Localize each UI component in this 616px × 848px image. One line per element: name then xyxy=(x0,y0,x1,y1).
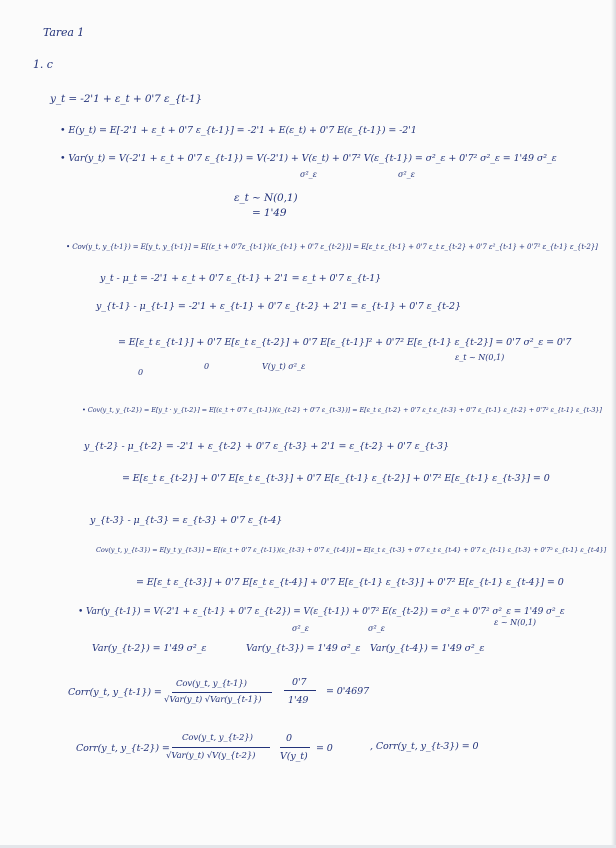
cov-lag1-expansion: • Cov(y_t, y_{t-1}) = E[y_t, y_{t-1}] = E[(ε_t + 0'7ε_{t-1})(ε_{t-1} + 0'7 ε_{t-2})] = E[ε_t ε_{t-1} + 0'7 ε_t ε_{t-2} + 0'7 ε²_{t-1} + 0'7² ε_{t-1} ε_{t-2}] xyxy=(66,242,598,251)
error-distribution: ε_t ~ N(0,1) xyxy=(234,192,298,204)
corr-lag1-numerator: Cov(y_t, y_{t-1}) xyxy=(176,679,247,689)
deviation-y-t: y_t - μ_t = -2'1 + ε_t + 0'7 ε_{t-1} + 2'1 = ε_t + 0'7 ε_{t-1} xyxy=(100,273,382,284)
zero-term-label: 0 xyxy=(204,362,210,371)
corr-lag2-denominator: √Var(y_t) √V(y_{t-2}) xyxy=(166,751,256,761)
variance-value: = 1'49 xyxy=(252,207,287,219)
fraction-bar xyxy=(280,747,310,748)
corr-lag1-denominator: √Var(y_t) √Var(y_{t-1}) xyxy=(164,695,262,705)
cov-lag2-expansion: • Cov(y_t, y_{t-2}) = E[y_t · y_{t-2}] = E[(ε_t + 0'7 ε_{t-1})(ε_{t-2} + 0'7 ε_{t-3})] = E[ε_t ε_{t-2} + 0'7 ε_t ε_{t-3} + 0'7 ε_{t-1} ε_{t-2} + 0'7² ε_{t-1} ε_{t-3}] xyxy=(82,406,602,414)
variance-term-label: σ²_ε xyxy=(300,170,317,179)
fraction-bar xyxy=(172,747,270,748)
page-edge-shadow xyxy=(611,0,616,848)
corr-lag2-denominator-value: V(y_t) xyxy=(280,751,308,762)
corr-lag1-label: Corr(y_t, y_{t-1}) = xyxy=(68,687,162,698)
variance-lag1-derivation: • Var(y_{t-1}) = V(-2'1 + ε_{t-1} + 0'7 ε_{t-2}) = V(ε_{t-1}) + 0'7² E(ε_{t-2}) = σ²_ε + 0'7² σ²_ε = 1'49 σ²_ε xyxy=(78,607,565,617)
model-equation: y_t = -2'1 + ε_t + 0'7 ε_{t-1} xyxy=(50,93,202,105)
variance-term-label: σ²_ε xyxy=(292,624,309,633)
corr-lag2-result: = 0 xyxy=(316,743,333,754)
mean-derivation: • E(y_t) = E[-2'1 + ε_t + 0'7 ε_{t-1}] = -2'1 + E(ε_t) + 0'7 E(ε_{t-1}) = -2'1 xyxy=(60,125,417,136)
variance-term-label: V(y_t) σ²_ε xyxy=(262,362,306,371)
page-title: Tarea 1 xyxy=(43,26,85,39)
corr-lag2-numerator-value: 0 xyxy=(286,733,292,744)
cov-lag1-result: = E[ε_t ε_{t-1}] + 0'7 E[ε_t ε_{t-2}] + 0'7 E[ε_{t-1}]² + 0'7² E[ε_{t-1} ε_{t-2}] = 0'7 σ²_ε = 0'7 xyxy=(118,337,572,348)
variance-lag3: Var(y_{t-3}) = 1'49 σ²_ε xyxy=(246,643,361,654)
variance-term-label: σ²_ε xyxy=(368,624,385,633)
fraction-bar xyxy=(284,690,316,691)
variance-term-label: σ²_ε xyxy=(398,170,415,179)
fraction-bar xyxy=(172,692,272,693)
cov-lag3-expansion: Cov(y_t, y_{t-3}) = E[y_t y_{t-3}] = E[(ε_t + 0'7 ε_{t-1})(ε_{t-3} + 0'7 ε_{t-4})] = E[ε_t ε_{t-3} + 0'7 ε_t ε_{t-4} + 0'7 ε_{t-1} ε_{t-3} + 0'7² ε_{t-1} ε_{t-4}] xyxy=(96,546,607,554)
corr-lag2-label: Corr(y_t, y_{t-2}) = xyxy=(76,743,170,754)
deviation-y-t-minus-2: y_{t-2} - μ_{t-2} = -2'1 + ε_{t-2} + 0'7 ε_{t-3} + 2'1 = ε_{t-2} + 0'7 ε_{t-3} xyxy=(84,441,449,452)
cov-lag2-result: = E[ε_t ε_{t-2}] + 0'7 E[ε_t ε_{t-3}] + 0'7 E[ε_{t-1} ε_{t-2}] + 0'7² E[ε_{t-1} ε_{t-3}] = 0 xyxy=(122,473,550,484)
corr-lag1-result: = 0'4697 xyxy=(326,686,370,697)
zero-term-label: 0 xyxy=(138,368,144,377)
corr-lag3-result: , Corr(y_t, y_{t-3}) = 0 xyxy=(370,741,479,752)
variance-lag2: Var(y_{t-2}) = 1'49 σ²_ε xyxy=(92,643,207,654)
section-number: 1. c xyxy=(33,58,53,71)
error-distribution: ε_t ~ N(0,1) xyxy=(455,353,505,362)
error-distribution: ε ~ N(0,1) xyxy=(494,618,537,627)
corr-lag1-denominator-value: 1'49 xyxy=(288,695,309,706)
deviation-y-t-minus-1: y_{t-1} - μ_{t-1} = -2'1 + ε_{t-1} + 0'7 ε_{t-2} + 2'1 = ε_{t-1} + 0'7 ε_{t-2} xyxy=(96,301,461,312)
corr-lag1-numerator-value: 0'7 xyxy=(292,677,307,688)
corr-lag2-numerator: Cov(y_t, y_{t-2}) xyxy=(182,733,253,743)
cov-lag3-result: = E[ε_t ε_{t-3}] + 0'7 E[ε_t ε_{t-4}] + 0'7 E[ε_{t-1} ε_{t-3}] + 0'7² E[ε_{t-1} ε_{t-4}] = 0 xyxy=(136,577,564,588)
deviation-y-t-minus-3: y_{t-3} - μ_{t-3} = ε_{t-3} + 0'7 ε_{t-4} xyxy=(90,515,283,526)
variance-derivation: • Var(y_t) = V(-2'1 + ε_t + 0'7 ε_{t-1}) = V(-2'1) + V(ε_t) + 0'7² V(ε_{t-1}) = σ²_ε + 0'7² σ²_ε = 1'49 σ²_ε xyxy=(60,153,557,164)
variance-lag4: Var(y_{t-4}) = 1'49 σ²_ε xyxy=(370,643,485,654)
